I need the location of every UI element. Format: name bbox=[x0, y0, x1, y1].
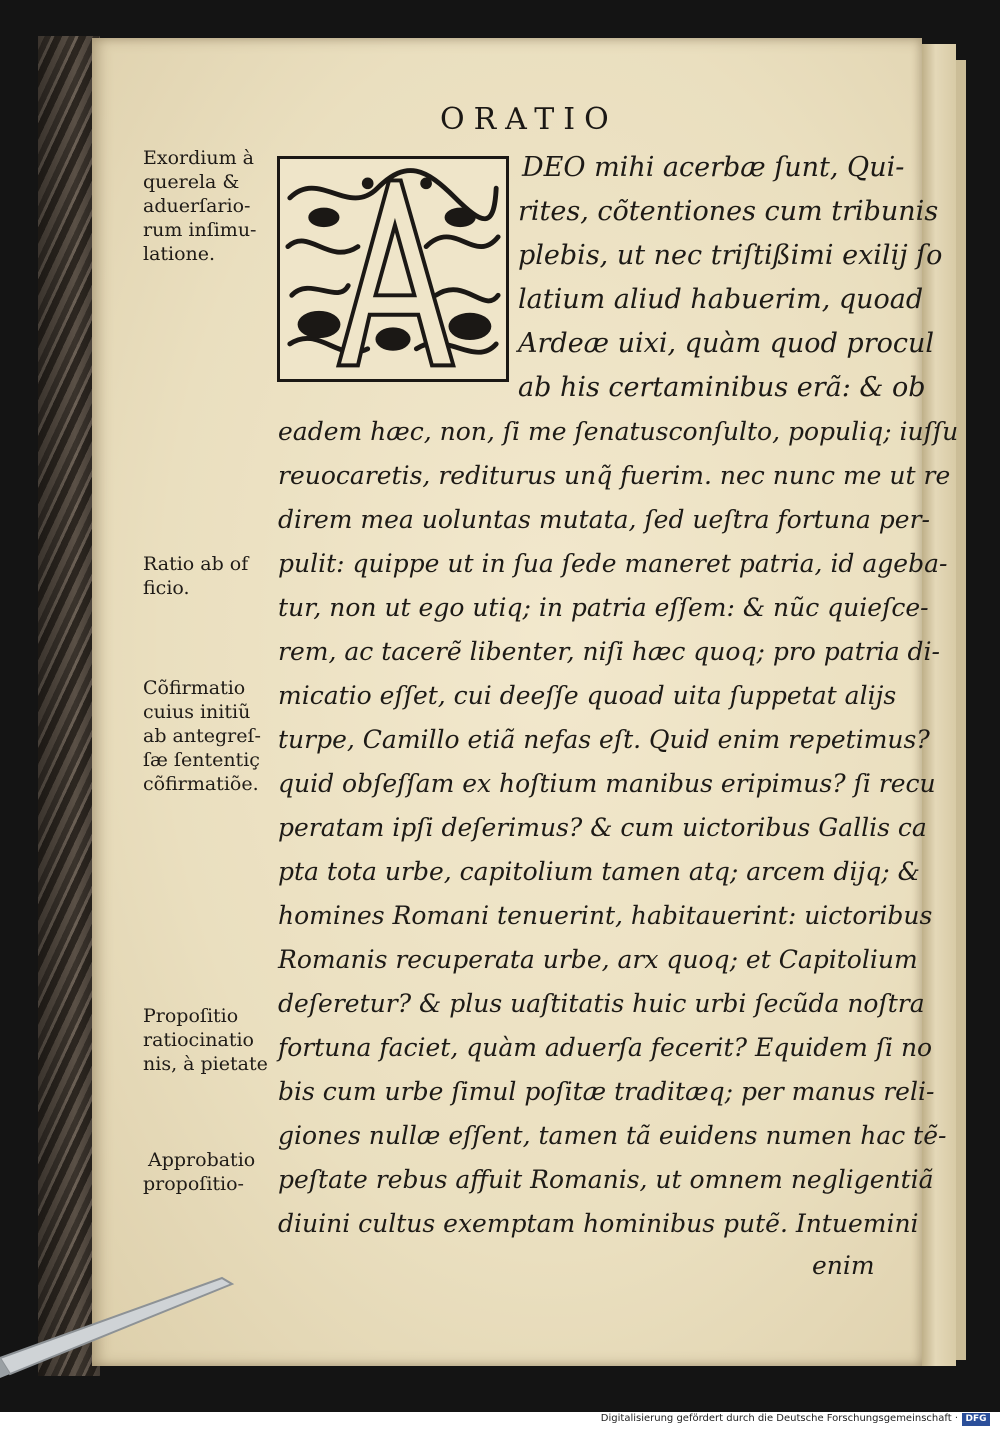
footer-credit: Digitalisierung gefördert durch die Deutsche Forschungsgemeinschaft · bbox=[600, 1413, 958, 1424]
body-line: pulit: quippe ut in ſua ſede maneret patria, id ageba- bbox=[278, 549, 948, 578]
body-line: plebis, ut nec triſtißimi exilij ſo bbox=[518, 240, 943, 271]
body-line: turpe, Camillo etiã nefas eſt. Quid enim repetimus? bbox=[278, 725, 930, 754]
body-line: bis cum urbe ſimul poſitæ traditæq; per manus reli- bbox=[278, 1077, 935, 1106]
marginal-note-line: ratiocinatio bbox=[143, 1029, 254, 1051]
marginal-note-line: Approbatio bbox=[148, 1149, 256, 1171]
marginal-note-line: ab antegreſ- bbox=[143, 725, 261, 747]
body-line: giones nullæ eſſent, tamen tã euidens numen hac tẽ- bbox=[278, 1121, 947, 1150]
marginal-note-line: propoſitio- bbox=[143, 1173, 244, 1195]
body-line: DEO mihi acerbæ ſunt, Qui- bbox=[522, 152, 905, 183]
marginal-note-line: nis, à pietate bbox=[143, 1053, 268, 1075]
body-line: ab his certaminibus erã: & ob bbox=[518, 372, 926, 403]
marginal-note-line: cõfirmatiõe. bbox=[143, 773, 259, 795]
catchword: enim bbox=[812, 1251, 875, 1280]
body-line: homines Romani tenuerint, habitauerint: uictoribus bbox=[278, 901, 933, 930]
body-line: rem, ac tacerẽ libenter, niſi hæc quoq; pro patria di- bbox=[278, 637, 940, 666]
body-line: quid obſeſſam ex hoſtium manibus eripimus? ſi recu bbox=[278, 769, 936, 798]
body-line: reuocaretis, rediturus unq̃ fuerim. nec nunc me ut re bbox=[278, 461, 951, 490]
body-line: Romanis recuperata urbe, arx quoq; et Capitolium bbox=[278, 945, 918, 974]
body-line: peſtate rebus affuit Romanis, ut omnem negligentiã bbox=[278, 1165, 934, 1194]
body-line: tur, non ut ego utiq; in patria eſſem: & nũc quieſce- bbox=[278, 593, 929, 622]
marginal-note-line: ficio. bbox=[143, 577, 190, 599]
marginal-note-line: aduerſario- bbox=[143, 195, 251, 217]
dfg-logo: DFG bbox=[962, 1413, 990, 1426]
body-line: pta tota urbe, capitolium tamen atq; arcem dijq; & bbox=[278, 857, 920, 886]
marginal-note-line: latione. bbox=[143, 243, 216, 265]
marginal-note-line: rum inſimu- bbox=[143, 219, 257, 241]
marginal-note-line: cuius initiũ bbox=[143, 701, 251, 723]
body-line: rites, cõtentiones cum tribunis bbox=[518, 196, 939, 227]
body-line: fortuna faciet, quàm aduerſa fecerit? Equidem ſi no bbox=[278, 1033, 933, 1062]
body-line: diuini cultus exemptam hominibus putẽ. Intuemini bbox=[278, 1209, 919, 1238]
marginal-note-line: Propoſitio bbox=[143, 1005, 239, 1027]
marginal-note-line: Cõfirmatio bbox=[143, 677, 246, 699]
body-line: latium aliud habuerim, quoad bbox=[518, 284, 924, 315]
marginal-note-line: ſæ ſententiç bbox=[143, 749, 260, 771]
body-line: eadem hæc, non, ſi me ſenatusconſulto, populiq; iuſſu bbox=[278, 417, 959, 446]
body-line: deſeretur? & plus uaſtitatis huic urbi ſecũda noſtra bbox=[278, 989, 925, 1018]
body-line: peratam ipſi deſerimus? & cum uictoribus Gallis ca bbox=[278, 813, 927, 842]
running-header: ORATIO bbox=[440, 102, 618, 137]
page-holder-needle-icon bbox=[0, 1270, 260, 1390]
marginal-note-line: querela & bbox=[143, 171, 240, 193]
marginal-note-line: Ratio ab of bbox=[143, 553, 249, 575]
body-line: direm mea uoluntas mutata, ſed ueſtra fortuna per- bbox=[278, 505, 930, 534]
body-line: Ardeæ uixi, quàm quod procul bbox=[518, 328, 935, 359]
marginal-note-line: Exordium à bbox=[143, 147, 254, 169]
body-line: micatio eſſet, cui deeſſe quoad uita ſuppetat alijs bbox=[278, 681, 897, 710]
